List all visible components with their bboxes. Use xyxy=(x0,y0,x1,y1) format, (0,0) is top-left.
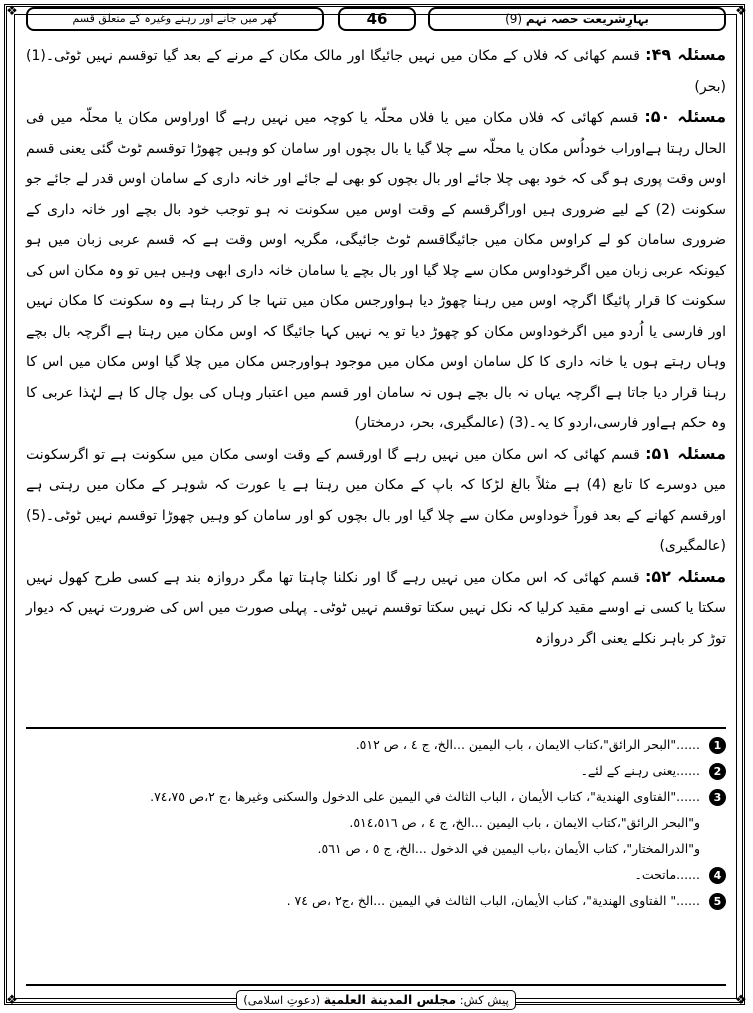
footnotes xyxy=(26,732,726,914)
masala-text: قسم کھائی کہ فلاں مکان میں یا فلاں محلّہ یا کوچہ میں نہیں رہے گا اوراوس مکان یا محلّہ میں فی الحال رہتا ہےاوراب خوداُس مکان یا محلّہ سے چلا گیا یا بال بچوں اور سامان کو وہیں چھوڑا توقسم ٹوٹ گئی یعنی قسم اوس وقت پوری ہو گی کہ خود بھی چلا جائے اور بال بچوں کو بھی لے جائے اور خانہ داری کے سامان اوس قدر لے جائے جو سکونت (2) کے لیے ضروری ہیں اوراگرقسم کے وقت اوس میں سکونت نہ ہو توجب خود بال بچے اور خانہ داری کے ضروری سامان کو لے کراوس مکان میں جائیگاقسم ٹوٹ جائیگی، مگریہ اوس وقت ہے کہ قسم عربی زبان میں ہو کیونکہ عربی زبان میں اگرخوداوس مکان سے چلا گیا اور بال بچے یا سامان خانہ داری ابھی وہیں ہیں تو وہ مکان اس کی سکونت کا قرار پائیگا اگرچہ اوس میں رہنا چھوڑ دیا ہواورجس مکان میں تنہا جا کر رہتا ہے وہ سکونت کا مکان نہیں اور فارسی یا اُردو میں اگرخوداوس مکان کو چھوڑ دیا تو یہ نہیں کہا جائیگا کہ اوس مکان میں رہتا ہے اگرچہ بال بچے وہاں رہتے ہوں یا خانہ داری کا کل سامان اوس مکان میں موجود ہواورجس مکان میں چلا گیا اوس مکان میں اس کا رہنا قرار دیا جاتا ہے اگرچہ یہاں نہ بال بچے ہوں نہ سامان اور قسم میں اعتبار وہاں کی بول چال کا ہے لہٰذا عربی کا وہ حکم ہےاور فارسی،اردو کا یہ۔(3) (عالمگیری، بحر، درمختار) xyxy=(26,110,726,431)
masala-text: قسم کھائی کہ فلاں کے مکان میں نہیں جائیگا اور مالک مکان کے مرنے کے بعد گیا توقسم نہیں ٹوٹی۔(1) (بحر) xyxy=(26,48,726,95)
footnote xyxy=(26,758,726,784)
publisher-name: مجلس المدينة العلمية xyxy=(323,992,457,1007)
masala-label: مسئلہ ۵۱: xyxy=(645,443,726,463)
footnote-divider xyxy=(26,727,726,729)
footer-prefix: پیش کش: xyxy=(459,993,509,1007)
footnote-text: ......ماتحت۔ xyxy=(634,867,700,882)
footnote-continuation xyxy=(26,810,726,836)
corner-ornament-icon: ❖ xyxy=(6,4,18,19)
footnote-text: ......" الفتاوى الهندية"، كتاب الأيمان، الباب الثالث في اليمين ...الخ ،ج٢ ،ص ٧٤ . xyxy=(286,893,700,908)
book-part: (9) xyxy=(505,12,523,26)
masala-52 xyxy=(26,562,726,655)
footnote-text: ......"البحر الرائق"،كتاب الايمان ، باب اليمين ...الخ، ج ٤ ، ص ٥١٢. xyxy=(355,737,700,752)
masala-label: مسئلہ ۴۹: xyxy=(645,45,726,64)
footnote xyxy=(26,784,726,810)
masala-50 xyxy=(26,102,726,439)
publisher-org: (دعوتِ اسلامی) xyxy=(243,993,321,1007)
footnote xyxy=(26,732,726,758)
masala-51 xyxy=(26,439,726,562)
footnote xyxy=(26,862,726,888)
masala-label: مسئلہ ۵۲: xyxy=(644,566,727,586)
chapter-topic: گھر میں جانے اور رہنے وغیرہ کے متعلق قسم xyxy=(26,7,324,31)
footnote-number: 2 xyxy=(709,763,726,780)
corner-ornament-icon: ❖ xyxy=(6,993,18,1008)
masala-label: مسئلہ ۵۰: xyxy=(644,107,726,126)
masala-text: قسم کھائی کہ اس مکان میں نہیں رہے گا اورقسم کے وقت اوسی مکان میں سکونت ہے تو اگرسکونت میں دوسرے کا تابع (4) ہے مثلاً بالغ لڑکا کہ باپ کے مکان میں رہتا ہے یا عورت کہ شوہر کے مکان میں رہتی ہے اورقسم کھانے کے بعد فوراً خوداوس مکان سے چلا گیا اور بال بچوں کو اور سامان کو وہیں چھوڑا توقسم نہیں ٹوٹی۔(5) (عالمگیری) xyxy=(26,446,726,554)
book-title-box xyxy=(428,7,726,31)
footnote-number: 3 xyxy=(709,789,726,806)
footnote-number: 5 xyxy=(709,893,726,910)
footer-divider xyxy=(26,984,726,986)
main-text xyxy=(26,40,726,654)
footnote-text: و"البحر الرائق"،كتاب الايمان ، باب اليمين ...الخ، ج ٤ ، ص ٥١٤،٥١٦. xyxy=(349,815,700,830)
footnote xyxy=(26,888,726,914)
footnote-number: 1 xyxy=(709,737,726,754)
page-header xyxy=(26,5,726,35)
book-title: بہارِشریعت حصہ نہم xyxy=(525,12,649,26)
footnote-continuation xyxy=(26,836,726,862)
masala-49 xyxy=(26,40,726,102)
page-number: 46 xyxy=(338,7,416,31)
footnote-text: و"الدرالمختار"، كتاب الأيمان ،باب اليمين في الدخول ...الخ، ج ٥ ، ص ٥٦١. xyxy=(317,841,700,856)
footnote-number: 4 xyxy=(709,867,726,884)
masala-text: قسم کھائی کہ اس مکان میں نہیں رہے گا اور نکلنا چاہتا تھا مگر دروازہ بند ہے کسی طرح کھول نہیں سکتا یا کسی نے اوسے مقید کرلیا کہ نکل نہیں سکتا توقسم نہیں ٹوٹی۔ پہلی صورت میں اس کی ضرورت نہیں کہ دیوار توڑ کر باہر نکلے یعنی اگر دروازہ xyxy=(26,569,726,647)
corner-ornament-icon: ❖ xyxy=(735,4,747,19)
corner-ornament-icon: ❖ xyxy=(735,993,747,1008)
publisher-footer xyxy=(236,990,516,1010)
footnote-text: ......"الفتاوى الهندية"، كتاب الأيمان ، الباب الثالث في اليمين على الدخول والسكنى وغيرها ،ج ٢،ص ٧٤،٧٥. xyxy=(150,789,700,804)
footnote-text: ......یعنی رہنے کے لئے۔ xyxy=(580,763,700,778)
